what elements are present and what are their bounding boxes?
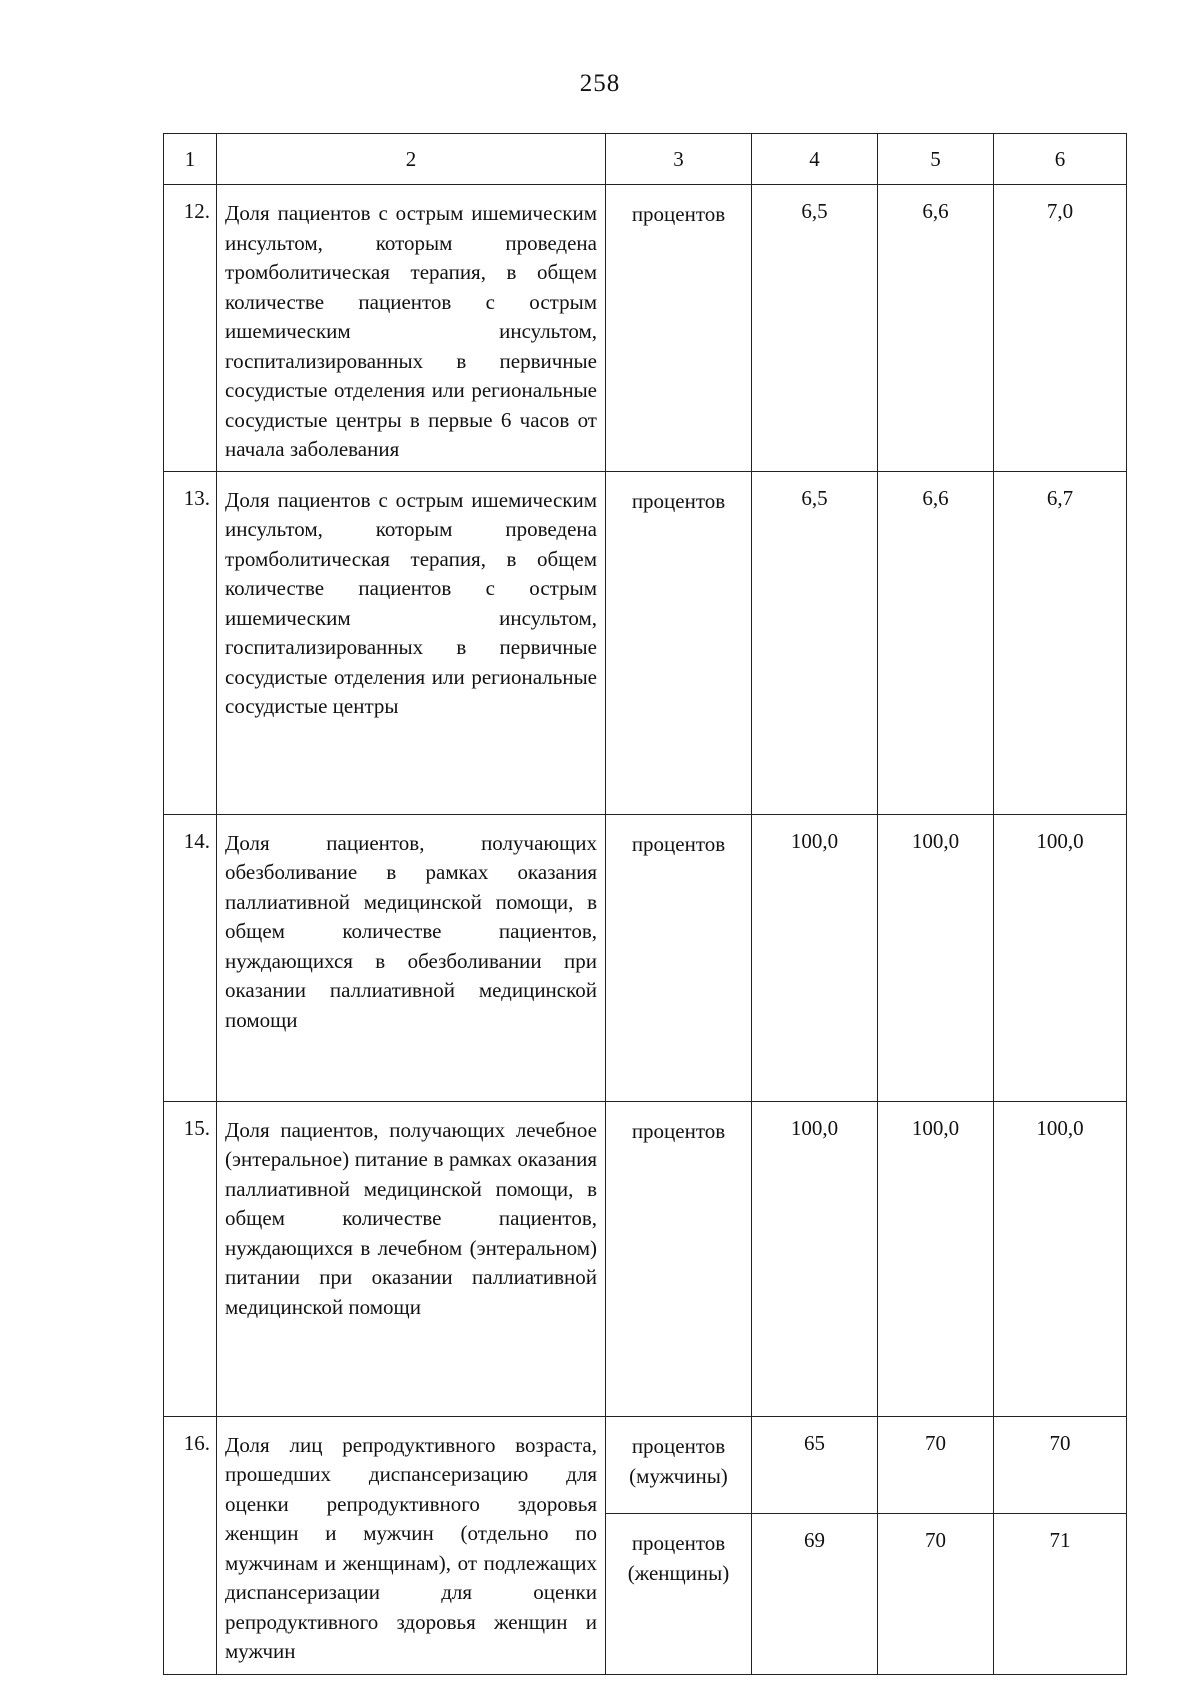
row-value-col6: 70 <box>994 1416 1127 1513</box>
row-value-col4: 6,5 <box>752 471 878 814</box>
row-value-col4: 65 <box>752 1416 878 1513</box>
column-header-2: 2 <box>217 134 606 185</box>
row-number: 15. <box>164 1101 217 1416</box>
row-value-col6: 6,7 <box>994 471 1127 814</box>
row-number: 12. <box>164 185 217 472</box>
table-row <box>164 1416 1127 1513</box>
row-value-col4: 100,0 <box>752 1101 878 1416</box>
row-unit-men <box>606 1416 752 1513</box>
row-value-col5: 100,0 <box>878 1101 994 1416</box>
row-value-col5: 6,6 <box>878 185 994 472</box>
row-value-col5: 70 <box>878 1416 994 1513</box>
row-unit: процентов <box>606 185 752 472</box>
row-value-col4: 100,0 <box>752 814 878 1101</box>
row-value-col6: 71 <box>994 1513 1127 1674</box>
row-value-col4: 69 <box>752 1513 878 1674</box>
row-value-col5: 100,0 <box>878 814 994 1101</box>
column-header-1: 1 <box>164 134 217 185</box>
table-header-row <box>164 134 1127 185</box>
row-value-col5: 6,6 <box>878 471 994 814</box>
row-unit: процентов <box>606 814 752 1101</box>
row-unit: процентов <box>606 1101 752 1416</box>
row-number: 14. <box>164 814 217 1101</box>
column-header-5: 5 <box>878 134 994 185</box>
column-header-4: 4 <box>752 134 878 185</box>
unit-line-1: процентов <box>631 1433 726 1458</box>
row-number: 13. <box>164 471 217 814</box>
table-row <box>164 814 1127 1101</box>
page-number: 258 <box>579 70 621 97</box>
row-unit: процентов <box>606 471 752 814</box>
unit-line-2: (женщины) <box>627 1560 730 1585</box>
row-description: Доля пациентов с острым ишемическим инсультом, которым проведена тромболитическая терапия, в общем количестве пациентов с острым ишемическим инсультом, госпитализированных в первичные сосудистые отделения или региональные сосудистые центры <box>217 471 606 814</box>
unit-line-1: процентов <box>631 1530 726 1555</box>
row-value-col6: 7,0 <box>994 185 1127 472</box>
row-description: Доля пациентов, получающих обезболивание в рамках оказания паллиативной медицинской помощи, в общем количестве пациентов, нуждающихся в обезболивании при оказании паллиативной медицинской помощи <box>217 814 606 1101</box>
column-header-6: 6 <box>994 134 1127 185</box>
indicators-table <box>163 133 1127 1675</box>
row-value-col5: 70 <box>878 1513 994 1674</box>
row-number: 16. <box>164 1416 217 1674</box>
row-value-col6: 100,0 <box>994 1101 1127 1416</box>
table-row <box>164 185 1127 472</box>
row-description: Доля лиц репродуктивного возраста, прошедших диспансеризацию для оценки репродуктивного здоровья женщин и мужчин (отдельно по мужчинам и женщинам), от подлежащих диспансеризации для оценки репродуктивного здоровья женщин и мужчин <box>217 1416 606 1674</box>
column-header-3: 3 <box>606 134 752 185</box>
row-unit-women <box>606 1513 752 1674</box>
unit-line-2: (мужчины) <box>629 1463 728 1488</box>
row-value-col4: 6,5 <box>752 185 878 472</box>
table-row <box>164 471 1127 814</box>
table-row <box>164 1101 1127 1416</box>
row-description: Доля пациентов с острым ишемическим инсультом, которым проведена тромболитическая терапия, в общем количестве пациентов с острым ишемическим инсультом, госпитализированных в первичные сосудистые отделения или региональные сосудистые центры в первые 6 часов от начала заболевания <box>217 185 606 472</box>
row-description: Доля пациентов, получающих лечебное (энтеральное) питание в рамках оказания паллиативной медицинской помощи, в общем количестве пациентов, нуждающихся в лечебном (энтеральном) питании при оказании паллиативной медицинской помощи <box>217 1101 606 1416</box>
row-value-col6: 100,0 <box>994 814 1127 1101</box>
